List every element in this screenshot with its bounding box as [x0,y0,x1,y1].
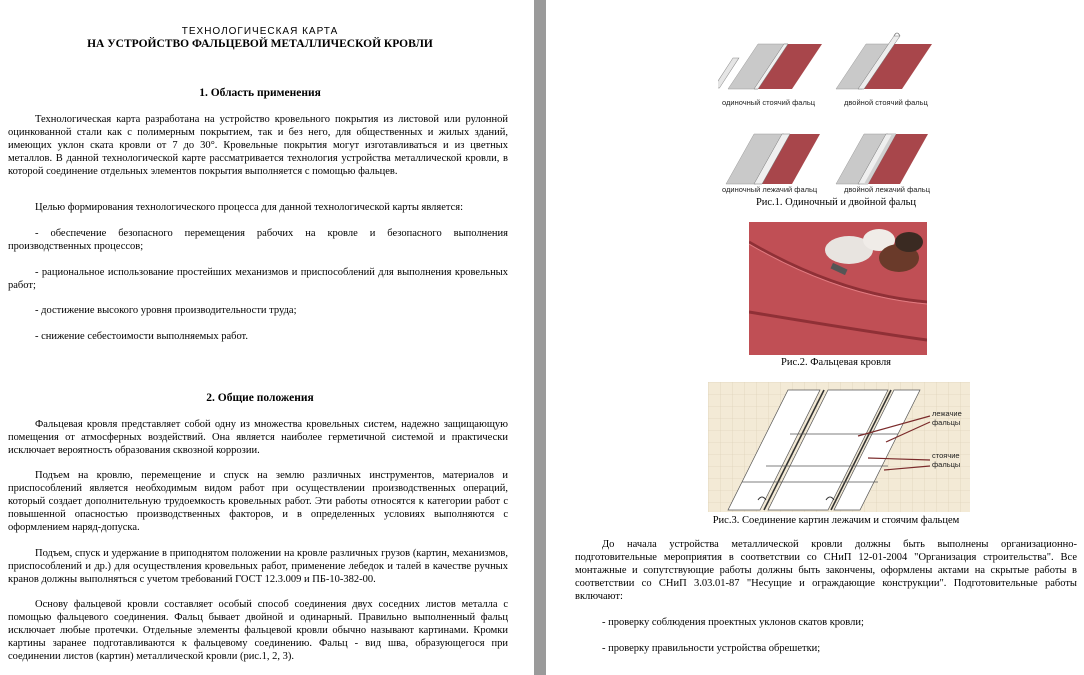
figure-seam-connection-diagram [708,382,970,512]
section-1-paragraph-2: Целью формирования технологического процесса для данной технологической карты является: [35,202,464,213]
diagram-label-lying: лежачие [932,409,962,418]
list-item: - проверку соблюдения проектных уклонов скатов кровли; [602,617,864,628]
seam-roof-photo [749,222,927,355]
document-page-left [0,0,534,675]
diagram-label-seams-2: фальцы [932,460,961,469]
section-2-paragraph-2: Подъем на кровлю, перемещение и спуск на землю различных инструментов, материалов и приспособлений является необходимым видом работ при осуществлении производственных операций, который создает дополнительную трудоемкость кровельных работ. Эти работы относятся к категории работ с повышенной опасностью производственных факторов, и в определенных условиях выполняются с оформлением наряд-допуска. [8,470,508,533]
figure-1-caption: Рис.1. Одиночный и двойной фальц [755,197,917,208]
diagram-label-seams-1: фальцы [932,418,961,427]
section-2-paragraph-1: Фальцевая кровля представляет собой одну из множества кровельных систем, надежно защищающую помещения от атмосферных воздействий. Она является наиболее герметичной системой и практически исключает вероятность образования сквозной коррозии. [8,419,508,456]
list-item: - обеспечение безопасного перемещения рабочих на кровле и безопасного выполнения производственных процессов; [8,228,508,252]
doc-header-subtitle: ТЕХНОЛОГИЧЕСКАЯ КАРТА [181,26,339,37]
list-item: - рациональное использование простейших механизмов и приспособлений для выполнения кровельных работ; [8,267,508,291]
section-1-paragraph-1: Технологическая карта разработана на устройство кровельного покрытия из листовой или рулонной оцинкованной стали как с полимерным покрытием, так и без него, для общественных и жилых зданий, имеющих уклон ската кровли от 7 до 30°. Кровельные покрытия могут изготавливаться и из цветных металлов. В данной технологической карте рассматривается технология устройства металлической кровли, в которой соединение отдельных элементов покрытия выполняется с помощью фальцев. [8,114,508,177]
list-item: - проверку правильности устройства обрешетки; [602,643,821,654]
right-paragraph-1: До начала устройства металлической кровли должны быть выполнены организационно-подготовительные мероприятия в соответствии со СНиП 12-01-2004 "Организация строительства". Все монтажные и сопутствующие работы должны быть закончены, оформлены актами на скрытые работы в соответствии со СНиП 3.03.01-87 "Несущие и ограждающие конструкции". Подготовительные работы включают: [575,539,1077,602]
figure-3-caption: Рис.3. Соединение картин лежачим и стоячим фальцем [712,515,960,526]
seam-label-single-standing: одиночный стоячий фальц [722,98,816,107]
section-1-title: 1. Область применения [199,87,321,99]
document-page-right [546,0,1084,675]
doc-header-title: НА УСТРОЙСТВО ФАЛЬЦЕВОЙ МЕТАЛЛИЧЕСКОЙ КРОВЛИ [87,38,433,50]
list-item: - снижение себестоимости выполняемых работ. [35,331,248,342]
page-gutter [534,0,546,675]
figure-2-caption: Рис.2. Фальцевая кровля [780,357,892,368]
figure-seam-types [718,4,948,194]
seam-label-single-lying: одиночный лежачий фальц [722,185,818,194]
section-2-paragraph-3: Подъем, спуск и удержание в приподнятом положении на кровле различных грузов (картин, механизмов, приспособлений и др.) для осуществления кровельных работ, применение лебедок и талей в качестве ручных кранов должны выполняться с учетом требований ГОСТ 12.3.009 и ПБ-10-382-00. [8,548,508,585]
seam-label-double-standing: двойной стоячий фальц [844,98,928,107]
seam-label-double-lying: двойной лежачий фальц [844,185,931,194]
diagram-label-standing: стоячие [932,451,960,460]
seam-types-illustration [718,4,948,194]
list-item: - достижение высокого уровня производительности труда; [35,305,297,316]
figure-seam-roof-photo [749,222,927,355]
section-2-paragraph-4: Основу фальцевой кровли составляет особый способ соединения двух соседних листов металла с помощью фальцевого соединения. Фальц бывает двойной и одинарный. Правильно выполненный фальц исключает любые протечки. Отдельные элементы фальцевой кровли обычно называют картинами. Кромки картины заранее подготавливаются к фальцевому соединению. Фальц - вид шва, образующегося при соединении листов (картин) металлической кровли (рис.1, 2, 3). [8,599,508,662]
seam-connection-diagram [708,382,970,512]
section-2-title: 2. Общие положения [206,392,314,404]
